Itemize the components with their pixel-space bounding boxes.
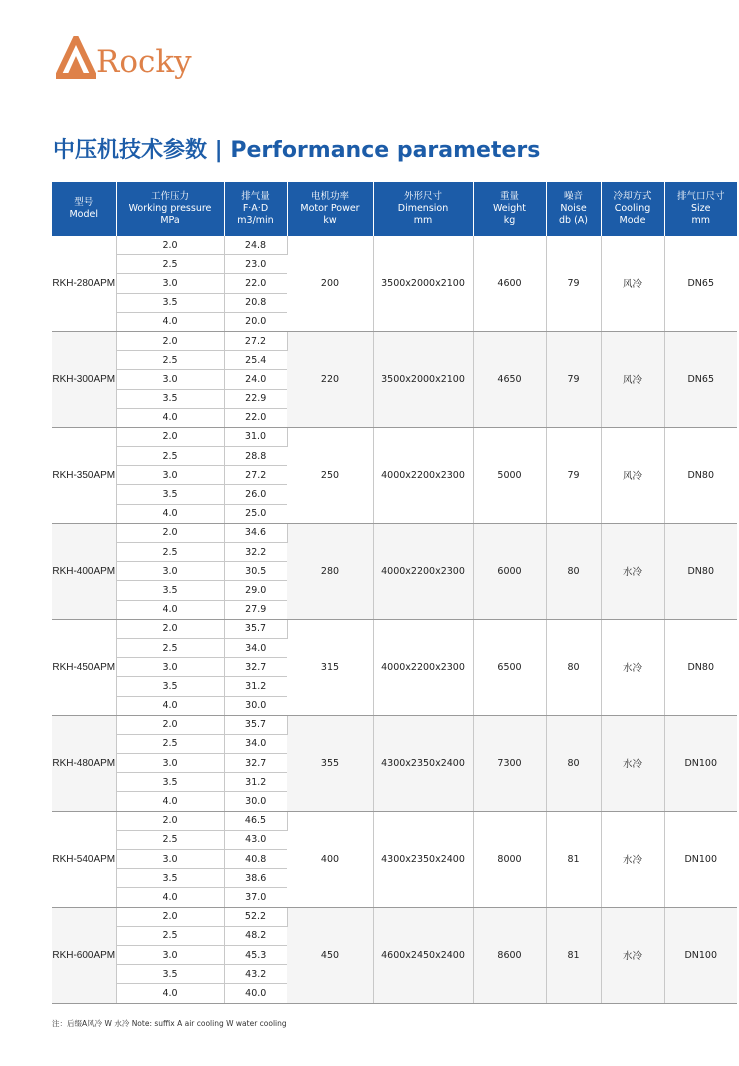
pressure-cell: 3.5 <box>116 389 224 408</box>
column-header-unit: mm <box>413 215 433 226</box>
column-header-en: Model <box>69 209 99 220</box>
fad-cell: 20.0 <box>224 312 287 331</box>
table-row <box>52 907 737 926</box>
column-header-unit: kw <box>323 215 337 226</box>
column-header-en: Weight <box>492 203 527 214</box>
pressure-cell: 3.0 <box>116 466 224 485</box>
pressure-cell: 2.0 <box>116 427 224 446</box>
fad-cell: 22.0 <box>224 408 287 427</box>
pressure-cell: 2.5 <box>116 638 224 657</box>
pressure-cell: 3.0 <box>116 850 224 869</box>
model-cell: RKH-480APM <box>52 715 116 811</box>
fad-cell: 30.0 <box>224 792 287 811</box>
power-cell: 315 <box>287 619 373 715</box>
fad-cell: 27.2 <box>224 331 287 350</box>
column-header-unit: m3/min <box>237 215 274 226</box>
cooling-cell: 水冷 <box>601 811 664 907</box>
fad-cell: 23.0 <box>224 255 287 274</box>
fad-cell: 24.8 <box>224 236 287 255</box>
fad-cell: 27.2 <box>224 466 287 485</box>
column-header-zh: 电机功率 <box>310 191 349 202</box>
fad-cell: 31.0 <box>224 427 287 446</box>
column-header-unit: db (A) <box>559 215 588 226</box>
fad-cell: 35.7 <box>224 619 287 638</box>
pressure-cell: 2.0 <box>116 907 224 926</box>
column-header <box>601 182 664 236</box>
dimension-cell: 4000x2200x2300 <box>373 619 473 715</box>
power-cell: 280 <box>287 523 373 619</box>
model-cell: RKH-300APM <box>52 331 116 427</box>
page-title: 中压机技术参数 | Performance parameters <box>53 138 541 163</box>
noise-cell: 81 <box>546 907 601 1003</box>
column-header-zh: 排气量 <box>241 191 270 202</box>
dimension-cell: 3500x2000x2100 <box>373 331 473 427</box>
table-row <box>52 619 737 638</box>
fad-cell: 31.2 <box>224 677 287 696</box>
fad-cell: 52.2 <box>224 907 287 926</box>
pressure-cell: 3.5 <box>116 869 224 888</box>
column-header <box>52 182 116 236</box>
cooling-cell: 水冷 <box>601 619 664 715</box>
fad-cell: 37.0 <box>224 888 287 907</box>
column-header <box>664 182 737 236</box>
model-cell: RKH-600APM <box>52 907 116 1003</box>
column-header <box>224 182 287 236</box>
pressure-cell: 3.0 <box>116 274 224 293</box>
pressure-cell: 2.0 <box>116 523 224 542</box>
size-cell: DN100 <box>664 811 737 907</box>
table-header-row <box>52 182 737 236</box>
pressure-cell: 4.0 <box>116 888 224 907</box>
noise-cell: 79 <box>546 427 601 523</box>
fad-cell: 34.6 <box>224 523 287 542</box>
fad-cell: 35.7 <box>224 715 287 734</box>
table-row <box>52 715 737 734</box>
dimension-cell: 4300x2350x2400 <box>373 811 473 907</box>
table-row <box>52 236 737 255</box>
column-header <box>546 182 601 236</box>
dimension-cell: 4000x2200x2300 <box>373 427 473 523</box>
pressure-cell: 2.5 <box>116 926 224 945</box>
pressure-cell: 3.5 <box>116 485 224 504</box>
cooling-cell: 风冷 <box>601 236 664 331</box>
column-header-en: Working pressure <box>128 203 212 214</box>
size-cell: DN100 <box>664 907 737 1003</box>
pressure-cell: 2.5 <box>116 543 224 562</box>
column-header-zh: 噪音 <box>563 191 583 202</box>
pressure-cell: 2.0 <box>116 715 224 734</box>
rocky-logo <box>56 36 201 88</box>
table-row <box>52 331 737 350</box>
pressure-cell: 3.0 <box>116 945 224 964</box>
fad-cell: 25.4 <box>224 351 287 370</box>
dimension-cell: 4000x2200x2300 <box>373 523 473 619</box>
weight-cell: 7300 <box>473 715 546 811</box>
size-cell: DN80 <box>664 523 737 619</box>
column-header-en: Cooling <box>614 203 651 214</box>
pressure-cell: 2.5 <box>116 255 224 274</box>
fad-cell: 40.0 <box>224 984 287 1003</box>
column-header <box>116 182 224 236</box>
fad-cell: 22.0 <box>224 274 287 293</box>
pressure-cell: 3.0 <box>116 754 224 773</box>
pressure-cell: 2.0 <box>116 331 224 350</box>
column-header-en: Noise <box>560 203 587 214</box>
noise-cell: 80 <box>546 523 601 619</box>
fad-cell: 32.7 <box>224 754 287 773</box>
column-header-zh: 重量 <box>499 191 519 202</box>
column-header-zh: 型号 <box>74 197 94 208</box>
pressure-cell: 4.0 <box>116 600 224 619</box>
table-row <box>52 811 737 830</box>
pressure-cell: 4.0 <box>116 792 224 811</box>
dimension-cell: 4600x2450x2400 <box>373 907 473 1003</box>
cooling-cell: 风冷 <box>601 331 664 427</box>
power-cell: 400 <box>287 811 373 907</box>
pressure-cell: 2.0 <box>116 811 224 830</box>
pressure-cell: 2.5 <box>116 734 224 753</box>
column-header <box>473 182 546 236</box>
fad-cell: 22.9 <box>224 389 287 408</box>
weight-cell: 8600 <box>473 907 546 1003</box>
noise-cell: 80 <box>546 619 601 715</box>
table-row <box>52 523 737 542</box>
fad-cell: 27.9 <box>224 600 287 619</box>
pressure-cell: 2.5 <box>116 447 224 466</box>
column-header-zh: 冷却方式 <box>613 191 652 202</box>
dimension-cell: 4300x2350x2400 <box>373 715 473 811</box>
cooling-cell: 水冷 <box>601 907 664 1003</box>
column-header-en: Size <box>690 203 711 214</box>
fad-cell: 30.0 <box>224 696 287 715</box>
model-cell: RKH-540APM <box>52 811 116 907</box>
fad-cell: 26.0 <box>224 485 287 504</box>
fad-cell: 38.6 <box>224 869 287 888</box>
footnote: 注：后缀A风冷 W 水冷 Note: suffix A air cooling W water cooling <box>52 1019 287 1028</box>
fad-cell: 29.0 <box>224 581 287 600</box>
fad-cell: 43.0 <box>224 830 287 849</box>
table-row <box>52 427 737 446</box>
pressure-cell: 4.0 <box>116 696 224 715</box>
noise-cell: 80 <box>546 715 601 811</box>
performance-table <box>52 182 737 1004</box>
fad-cell: 34.0 <box>224 734 287 753</box>
size-cell: DN65 <box>664 331 737 427</box>
pressure-cell: 3.5 <box>116 773 224 792</box>
dimension-cell: 3500x2000x2100 <box>373 236 473 331</box>
cooling-cell: 风冷 <box>601 427 664 523</box>
model-cell: RKH-450APM <box>52 619 116 715</box>
fad-cell: 20.8 <box>224 293 287 312</box>
fad-cell: 32.7 <box>224 658 287 677</box>
weight-cell: 5000 <box>473 427 546 523</box>
pressure-cell: 3.0 <box>116 658 224 677</box>
pressure-cell: 3.5 <box>116 965 224 984</box>
model-cell: RKH-350APM <box>52 427 116 523</box>
fad-cell: 40.8 <box>224 850 287 869</box>
fad-cell: 32.2 <box>224 543 287 562</box>
power-cell: 355 <box>287 715 373 811</box>
power-cell: 220 <box>287 331 373 427</box>
rocky-triangle-icon <box>56 36 96 80</box>
fad-cell: 34.0 <box>224 638 287 657</box>
column-header-unit: Mode <box>619 215 646 226</box>
fad-cell: 45.3 <box>224 945 287 964</box>
weight-cell: 4600 <box>473 236 546 331</box>
fad-cell: 46.5 <box>224 811 287 830</box>
weight-cell: 4650 <box>473 331 546 427</box>
cooling-cell: 水冷 <box>601 523 664 619</box>
table-body <box>52 236 737 1003</box>
size-cell: DN100 <box>664 715 737 811</box>
size-cell: DN80 <box>664 619 737 715</box>
noise-cell: 81 <box>546 811 601 907</box>
fad-cell: 31.2 <box>224 773 287 792</box>
column-header-en: F·A·D <box>242 203 269 214</box>
pressure-cell: 4.0 <box>116 504 224 523</box>
pressure-cell: 3.0 <box>116 370 224 389</box>
pressure-cell: 3.0 <box>116 562 224 581</box>
fad-cell: 28.8 <box>224 447 287 466</box>
model-cell: RKH-400APM <box>52 523 116 619</box>
pressure-cell: 4.0 <box>116 408 224 427</box>
column-header-en: Motor Power <box>300 203 360 214</box>
pressure-cell: 2.5 <box>116 351 224 370</box>
power-cell: 200 <box>287 236 373 331</box>
column-header-unit: MPa <box>160 215 180 226</box>
size-cell: DN80 <box>664 427 737 523</box>
column-header-zh: 排气口尺寸 <box>676 191 725 202</box>
size-cell: DN65 <box>664 236 737 331</box>
weight-cell: 6500 <box>473 619 546 715</box>
weight-cell: 6000 <box>473 523 546 619</box>
column-header <box>373 182 473 236</box>
column-header-unit: mm <box>691 215 710 226</box>
noise-cell: 79 <box>546 236 601 331</box>
column-header <box>287 182 373 236</box>
pressure-cell: 4.0 <box>116 984 224 1003</box>
fad-cell: 48.2 <box>224 926 287 945</box>
column-header-en: Dimension <box>397 203 449 214</box>
column-header-zh: 工作压力 <box>150 191 189 202</box>
pressure-cell: 3.5 <box>116 581 224 600</box>
brand-name: Rocky <box>96 44 192 80</box>
cooling-cell: 水冷 <box>601 715 664 811</box>
weight-cell: 8000 <box>473 811 546 907</box>
noise-cell: 79 <box>546 331 601 427</box>
model-cell: RKH-280APM <box>52 236 116 331</box>
pressure-cell: 2.0 <box>116 619 224 638</box>
pressure-cell: 3.5 <box>116 677 224 696</box>
column-header-unit: kg <box>503 215 516 226</box>
pressure-cell: 2.0 <box>116 236 224 255</box>
fad-cell: 24.0 <box>224 370 287 389</box>
pressure-cell: 4.0 <box>116 312 224 331</box>
power-cell: 450 <box>287 907 373 1003</box>
fad-cell: 25.0 <box>224 504 287 523</box>
pressure-cell: 2.5 <box>116 830 224 849</box>
power-cell: 250 <box>287 427 373 523</box>
fad-cell: 43.2 <box>224 965 287 984</box>
fad-cell: 30.5 <box>224 562 287 581</box>
pressure-cell: 3.5 <box>116 293 224 312</box>
column-header-zh: 外形尺寸 <box>403 191 442 202</box>
